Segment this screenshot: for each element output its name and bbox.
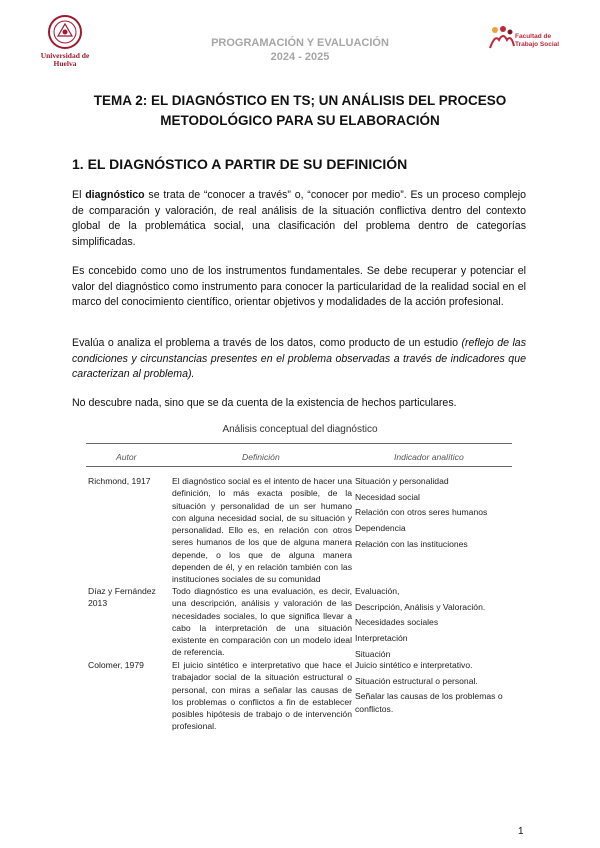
table-row-3-indicators	[355, 659, 515, 718]
page-number: 1	[518, 826, 524, 837]
indicator: Situación estructural o personal.	[355, 675, 478, 686]
table-row-2-definition: Todo diagnóstico es una evaluación, es decir, una descripción, análisis y valoración de las necesidades sociales, lo que significa llevar a cabo la interpretación de una situación existente en comparación con un modelo ideal de referencia.	[172, 586, 352, 658]
faculty-logo-line-2: Trabajo Social	[515, 40, 560, 48]
paragraph-3-start: Evalúa o analiza el problema a través de los datos, como producto de un estudio	[72, 337, 462, 349]
table-header-definition: Definición	[242, 452, 280, 462]
paragraph-3	[72, 336, 526, 383]
table-row-3-author: Colomer, 1979	[88, 660, 144, 670]
faculty-logo-text	[515, 33, 559, 48]
table-row-3-definition: El juicio sintético e interpretativo que hace el trabajador social de la situación estructural o personal, con miras a señalar las causas de los problemas o conflictos a fin de establecer posibles hipótesis de trabajo o de intervención profesional.	[172, 660, 352, 732]
indicator: Juicio sintético e interpretativo.	[355, 660, 473, 670]
paragraph-1-rest: se trata de “conocer a través” o, “conocer por medio”. Es un proceso complejo de comparación y valoración, de real análisis de la situación conflictiva dentro del contexto global de la problemática social, una clasificación del problema dentro de categorías simplificadas.	[72, 189, 526, 248]
table-row-1-indicators	[355, 475, 515, 553]
academic-year: 2024 - 2025	[270, 51, 330, 63]
table-row-2-indicators	[355, 585, 515, 663]
paragraph-2: Es concebido como uno de los instrumentos fundamentales. Se debe recuperar y potenciar el valor del diagnóstico como instrumento para conocer la particularidad de la realidad social en el marco del conocimiento científico, orientar objetivos y modalidades de la acción profesional.	[72, 265, 526, 308]
title-line-2: METODOLÓGICO PARA SU ELABORACIÓN	[160, 113, 440, 128]
table-row-1-definition: El diagnóstico social es el intento de hacer una definición, lo más exacta posible, de la situación y personalidad de un ser humano con alguna necesidad social, de su situación y personalidad. Ello es, en relación con otros seres humanos de los que de alguna manera depende, o los que de alguna manera dependen de él, y en relación también con las instituciones sociales de su comunidad	[172, 476, 352, 585]
table-top-rule	[86, 443, 512, 444]
indicator: Necesidades sociales	[355, 617, 439, 628]
indicator: Situación y personalidad	[355, 476, 449, 486]
indicator: Descripción, Análisis y Valoración.	[355, 601, 486, 612]
table-row-2-author: Díaz y Fernández 2013	[88, 586, 156, 609]
indicator: Necesidad social	[355, 491, 420, 502]
paragraph-4: No descubre nada, sino que se da cuenta de la existencia de hechos particulares.	[72, 397, 457, 409]
paragraph-1-bold-term: diagnóstico	[85, 189, 145, 201]
table-header-indicator: Indicador analítico	[394, 452, 464, 462]
paragraph-1-start: El	[72, 189, 86, 201]
faculty-logo	[487, 24, 577, 54]
document-title	[60, 91, 540, 131]
table-header-author: Autor	[116, 452, 137, 462]
university-logo-text: Universidad de Huelva	[40, 51, 90, 68]
indicator: Señalar las causas de los problemas o conflictos.	[355, 691, 503, 714]
faculty-people-icon	[487, 24, 515, 50]
paragraph-3-italic: (reflejo de las condiciones y circunstancias presentes en el problema observadas a través de indicadores que caracterizan al problema).	[72, 337, 526, 380]
faculty-logo-line-1: Facultad de	[515, 33, 552, 40]
paragraph-1	[72, 188, 526, 250]
table-header-rule	[86, 466, 512, 467]
table-row-1-author: Richmond, 1917	[88, 476, 151, 486]
course-name: PROGRAMACIÓN Y EVALUACIÓN	[211, 37, 389, 49]
indicator: Relación con las instituciones	[355, 538, 468, 549]
indicator: Evaluación,	[355, 586, 400, 596]
section-heading: 1. EL DIAGNÓSTICO A PARTIR DE SU DEFINICIÓN	[72, 156, 408, 172]
indicator: Situación	[355, 648, 391, 659]
indicator: Interpretación	[355, 633, 408, 644]
indicator: Relación con otros seres humanos	[355, 507, 488, 518]
indicator: Dependencia	[355, 523, 406, 534]
title-line-1: TEMA 2: EL DIAGNÓSTICO EN TS; UN ANÁLISIS DEL PROCESO	[93, 93, 507, 108]
table-caption: Análisis conceptual del diagnóstico	[222, 424, 378, 435]
